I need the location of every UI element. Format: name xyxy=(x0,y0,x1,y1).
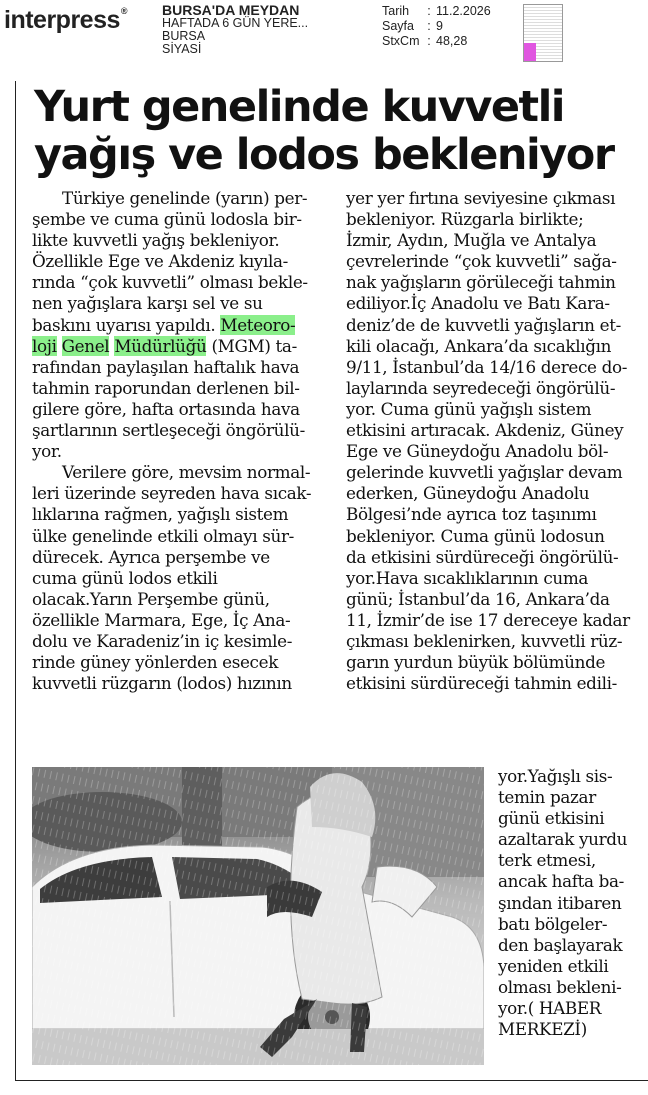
text-line: lıklarına rağmen, yağışlı sistem xyxy=(32,504,289,525)
text-line: dürecek. Ayrıca perşembe ve xyxy=(32,546,270,567)
text-line: gelerinde kuvvetli yağışlar devam xyxy=(346,462,623,483)
text-line: Türkiye genelinde (yarın) per- xyxy=(62,188,308,208)
text-line: bekleniyor. Cuma günü lodosun xyxy=(346,525,605,546)
text-line: ederken, Güneydoğu Anadolu xyxy=(346,483,590,504)
text-line: yor.Yağışlı sis- xyxy=(498,766,613,786)
text-line: laylarında seyredeceği öngörülü- xyxy=(346,377,616,398)
article-title: Yurt genelinde kuvvetli yağış ve lodos bekleniyor xyxy=(34,82,614,180)
text-line: Özellikle Ege ve Akdeniz kıyıla- xyxy=(32,251,288,272)
text-line: şembe ve cuma günü lodosla bir- xyxy=(32,209,302,230)
date-value: 11.2.2026 xyxy=(436,4,491,18)
frame-line-bottom xyxy=(15,1080,648,1081)
stxcm-value: 48,28 xyxy=(436,34,468,48)
text-line: yor.Hava sıcaklıklarının cuma xyxy=(346,567,589,588)
page-thumbnail[interactable] xyxy=(523,4,563,62)
text-line: leri üzerinde seyreden hava sıcak- xyxy=(32,483,312,504)
highlight-term: Meteoro- xyxy=(220,314,296,335)
text-line: yer yer fırtına seviyesine çıkması xyxy=(346,188,616,208)
text-line: yor.( HABER xyxy=(498,998,602,1019)
text-line: gilere göre, hafta ortasında hava xyxy=(32,398,300,419)
publication-category: SİYASİ xyxy=(162,42,202,56)
text-line: temin pazar xyxy=(498,787,596,808)
publication-city: BURSA xyxy=(162,29,206,43)
text-line: şından itibaren xyxy=(498,892,622,913)
text-line: cuma günü lodos etkili xyxy=(32,567,218,588)
text-line: batı bölgeler- xyxy=(498,913,608,934)
publication-info xyxy=(162,4,362,56)
text-line: likte kuvvetli yağış bekleniyor. xyxy=(32,230,280,251)
highlight-term: Müdürlüğü xyxy=(114,335,207,356)
text-line: olacak.Yarın Perşembe günü, xyxy=(32,588,270,609)
text-line: etkisini artıracak. Akdeniz, Güney xyxy=(346,420,624,441)
text-line: ülke genelinde etkili olmayı sür- xyxy=(32,525,294,546)
clip-meta: Tarih : 11.2.2026 Sayfa : 9 StxCm : 48,28 xyxy=(382,4,491,48)
news-photo xyxy=(32,767,484,1065)
text-line: yor. xyxy=(32,441,62,462)
highlight-term: loji xyxy=(32,335,57,356)
text-line: rında “çok kuvvetli” olması beklе- xyxy=(32,272,308,293)
publication-name: BURSA'DA MEYDAN xyxy=(162,2,300,18)
frame-line-left xyxy=(15,81,16,1081)
text-line: Ege ve Güneydoğu Anadolu böl- xyxy=(346,441,609,462)
clip-marker xyxy=(524,43,536,61)
text-line: baskını uyarısı yapıldı. Meteoro- xyxy=(32,314,296,335)
text-line: Bölgesi’nde ayrıca toz taşınımı xyxy=(346,504,597,525)
text-line: günü etkisini xyxy=(498,808,605,829)
text-line: den başlayarak xyxy=(498,934,623,955)
text-line: özellikle Marmara, Ege, İç Ana- xyxy=(32,609,291,630)
article-column-1 xyxy=(32,188,337,694)
text-line: loji Genel Müdürlüğü (MGM) ta- xyxy=(32,335,297,356)
text-line: İzmir, Aydın, Muğla ve Antalya xyxy=(346,230,597,251)
text-line: rafından paylaşılan haftalık hava xyxy=(32,356,300,377)
text-line: çevrelerinde “çok kuvvetli” sağa- xyxy=(346,251,617,272)
text-line: 11, İzmir’de ise 17 dereceye kadar xyxy=(346,609,630,630)
text-line: 9/11, İstanbul’da 14/16 derece do- xyxy=(346,356,628,377)
text-line: rinde güney yönlerden esecek xyxy=(32,652,279,673)
text-line: yor. Cuma günü yağışlı sistem xyxy=(346,398,592,419)
text-line: nen yağışlara karşı sel ve su xyxy=(32,293,263,314)
text-line: Verilere göre, mevsim normal- xyxy=(62,462,311,483)
text-line: ancak hafta ba- xyxy=(498,871,624,892)
text-line: deniz’de de kuvvetli yağışların et- xyxy=(346,314,621,335)
text-line: kili olacağı, Ankara’da sıcaklığın xyxy=(346,335,612,356)
text-line: ediliyor.İç Anadolu ve Batı Kara- xyxy=(346,293,610,314)
text-line: azaltarak yurdu xyxy=(498,829,628,850)
rainy-street-photo xyxy=(32,767,484,1065)
text-line: bekleniyor. Rüzgarla birlikte; xyxy=(346,209,584,230)
text-line: MERKEZİ) xyxy=(498,1019,587,1040)
text-line: nak yağışların görüleceği tahmin xyxy=(346,272,616,293)
text-line: etkisini sürdüreceği tahmin edili- xyxy=(346,673,617,694)
text-line: terk etmesi, xyxy=(498,850,596,871)
article-column-2 xyxy=(346,188,646,694)
text-line: çıkması beklenirken, kuvvetli rüz- xyxy=(346,630,623,651)
publication-frequency: HAFTADA 6 GÜN YERE... xyxy=(162,16,309,30)
text-line: şartlarının sertleşeceği öngörülü- xyxy=(32,420,305,441)
highlight-term: Genel xyxy=(61,335,110,356)
text-line: günü; İstanbul’da 16, Ankara’da xyxy=(346,588,610,609)
page-value: 9 xyxy=(436,19,443,33)
article-column-3 xyxy=(498,766,646,1040)
text-line: yeniden etkili xyxy=(498,955,609,976)
text-line: garın yurdun büyük bölümünde xyxy=(346,652,606,673)
text-line: tahmin raporundan derlenen bil- xyxy=(32,377,300,398)
text-line: kuvvetli rüzgarın (lodos) hızının xyxy=(32,673,292,694)
text-line: da etkisini sürdüreceği öngörülü- xyxy=(346,546,619,567)
text-line: dolu ve Karadeniz’in iç kesimle- xyxy=(32,630,293,651)
interpress-logo: interpress® xyxy=(4,6,128,34)
text-line: olması bekleni- xyxy=(498,976,622,997)
